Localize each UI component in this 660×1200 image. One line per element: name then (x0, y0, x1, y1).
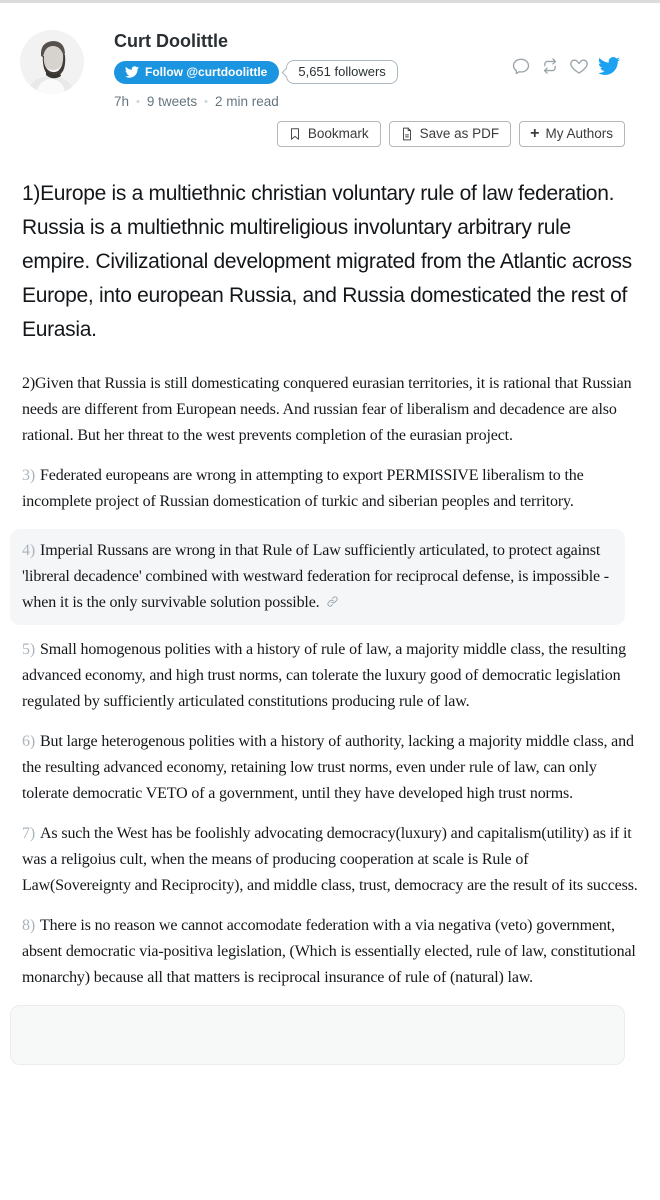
author-avatar[interactable] (20, 30, 84, 94)
retweet-icon[interactable] (540, 56, 560, 76)
save-as-pdf-button[interactable] (389, 121, 512, 147)
bookmark-button[interactable] (277, 121, 381, 147)
twitter-bird-icon (125, 65, 139, 79)
tweet-3 (22, 463, 638, 515)
tweet-7-text: As such the West has be foolishly advocating democracy(luxury) and capitalism(utility) as if it was a religoius cult, when the means of producing cooperation at scale is Rule of Law(Sovereignty and Reciprocity), and middle class, trust, democracy are the result of its success. (22, 825, 638, 894)
tweet-4-text: Imperial Russans are wrong in that Rule of Law sufficiently articulated, to protect against 'libreral decadence' combined with westward federation for reciprocal defense, is impossible - when it is the only survivable solution possible. (22, 542, 609, 611)
tweet-count: 9 tweets (146, 94, 198, 109)
thread-content (0, 147, 660, 1065)
link-icon[interactable] (326, 590, 339, 616)
my-authors-button-label: My Authors (545, 126, 613, 141)
tweet-1 (22, 177, 638, 347)
tweet-3-number: 3) (22, 467, 36, 484)
twitter-bird-icon[interactable] (598, 55, 620, 77)
meta-separator-dot: • (204, 95, 209, 108)
tweet-6-text: But large heterogenous polities with a history of authority, lacking a majority middle class, and the resulting advanced economy, retaining low trust norms, even under rule of law, can only tolerate democratic VETO of a government, until they have developed high trust norms. (22, 733, 634, 802)
tweet-4 (22, 538, 613, 616)
tweet-7-number: 7) (22, 825, 36, 842)
tweet-5-text: Small homogenous polities with a history of rule of law, a majority middle class, the resulting advanced economy, and high trust norms, can tolerate the luxury good of democratic legislation regulated by sufficiently articulated constitutions producing rule of law. (22, 641, 626, 710)
page-toolbar (0, 109, 660, 147)
tweet-action-icons (511, 55, 620, 77)
document-icon (400, 127, 414, 141)
tweet-3-text: Federated europeans are wrong in attempting to export PERMISSIVE liberalism to the incomplete project of Russian domestication of turkic and siberian peoples and territory. (22, 467, 584, 510)
tweet-4-number: 4) (22, 542, 36, 559)
thread-header (0, 3, 660, 109)
read-time: 2 min read (215, 94, 279, 109)
tweet-2-text: 2)Given that Russia is still domesticating conquered eurasian territories, it is rational that Russian needs are different from European needs. And russian fear of liberalism and decadence are also rational. But her threat to the west prevents completion of the eurasian project. (22, 375, 632, 444)
tweet-8-text: There is no reason we cannot accomodate federation with a via negativa (veto) government, absent democratic via-positiva legislation, (Which is essentially elected, rule of law, constitutional monarchy) because all that matters is reciprocal insurance of rule of (natural) law. (22, 917, 636, 986)
tweet-2 (22, 371, 638, 449)
bookmark-icon (288, 127, 302, 141)
next-tweet-highlight-cutoff (10, 1005, 625, 1065)
my-authors-button[interactable] (519, 121, 625, 147)
tweet-8 (22, 913, 638, 991)
tweet-6-number: 6) (22, 733, 36, 750)
followers-badge[interactable]: 5,651 followers (286, 60, 397, 84)
save-as-pdf-button-label: Save as PDF (419, 126, 500, 141)
meta-separator-dot: • (136, 95, 140, 108)
thread-age: 7h (114, 94, 130, 109)
heart-icon[interactable] (569, 56, 589, 76)
tweet-8-number: 8) (22, 917, 36, 934)
tweet-6 (22, 729, 638, 807)
author-name[interactable]: Curt Doolittle (114, 31, 228, 51)
follow-button-label: Follow @curtdoolittle (145, 64, 268, 79)
tweet-1-text: 1)Europe is a multiethnic christian voluntary rule of law federation. Russia is a multiethnic multireligious involuntary arbitrary rule empire. Civilizational development migrated from the Atlantic across Europe, into european Russia, and Russia domesticated the rest of Eurasia. (22, 182, 632, 341)
plus-icon: + (530, 124, 540, 142)
tweet-5 (22, 637, 638, 715)
tweet-5-number: 5) (22, 641, 36, 658)
tweet-4-highlighted (10, 529, 625, 625)
tweet-7 (22, 821, 638, 899)
follow-button[interactable] (114, 61, 279, 84)
thread-meta (114, 94, 398, 109)
reply-icon[interactable] (511, 56, 531, 76)
bookmark-button-label: Bookmark (307, 126, 369, 141)
avatar-portrait-image (20, 30, 84, 94)
